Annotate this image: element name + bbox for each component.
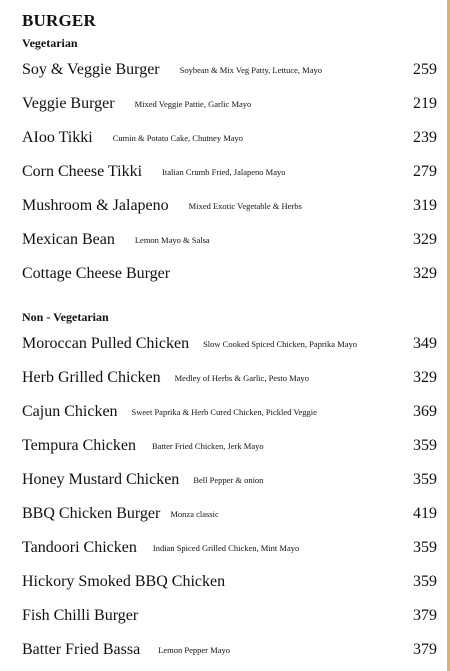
item-price: 359 [413, 573, 437, 590]
item-name: Batter Fried Bassa [22, 641, 141, 658]
menu-item [22, 402, 437, 426]
item-price: 239 [413, 129, 437, 146]
menu-item [22, 470, 437, 494]
item-price: 329 [413, 231, 437, 248]
menu-item [22, 368, 437, 392]
menu-item [22, 264, 437, 288]
menu-item [22, 436, 437, 460]
menu-item [22, 128, 437, 152]
item-description: Mixed Veggie Pattie, Garlic Mayo [134, 99, 252, 109]
item-description: Mixed Exotic Vegetable & Herbs [188, 201, 302, 211]
menu-item [22, 196, 437, 220]
item-name: Corn Cheese Tikki [22, 163, 143, 180]
item-name: AIoo Tikki [22, 129, 93, 146]
menu-item [22, 162, 437, 186]
item-name: Tempura Chicken [22, 437, 136, 454]
item-price: 359 [413, 539, 437, 556]
item-price: 319 [413, 197, 437, 214]
section-title-vegetarian: Vegetarian [22, 36, 78, 50]
item-name: BBQ Chicken Burger [22, 505, 161, 522]
item-name: Veggie Burger [22, 95, 115, 112]
item-name: Honey Mustard Chicken [22, 471, 180, 488]
item-price: 329 [413, 369, 437, 386]
menu-item [22, 230, 437, 254]
item-name: Mushroom & Jalapeno [22, 197, 169, 214]
item-description: Lemon Pepper Mayo [158, 645, 230, 655]
menu-item [22, 572, 437, 596]
item-description: Indian Spiced Grilled Chicken, Mint Mayo [152, 543, 300, 553]
menu-item [22, 504, 437, 528]
item-name: Cajun Chicken [22, 403, 118, 420]
item-price: 379 [413, 607, 437, 624]
section-title-non-vegetarian: Non - Vegetarian [22, 310, 109, 324]
item-description: Batter Fried Chicken, Jerk Mayo [151, 441, 264, 451]
item-description: Cumin & Potato Cake, Chutney Mayo [112, 133, 244, 143]
menu-item [22, 60, 437, 84]
item-description: Soybean & Mix Veg Patty, Lettuce, Mayo [179, 65, 322, 75]
item-price: 369 [413, 403, 437, 420]
item-name: Herb Grilled Chicken [22, 369, 161, 386]
item-description: Monza classic [170, 509, 219, 519]
item-description: Sweet Paprika & Herb Cured Chicken, Pickled Veggie [131, 407, 317, 417]
item-name: Soy & Veggie Burger [22, 61, 160, 78]
item-name: Cottage Cheese Burger [22, 265, 171, 282]
item-name: Fish Chilli Burger [22, 607, 139, 624]
item-price: 379 [413, 641, 437, 658]
item-price: 219 [413, 95, 437, 112]
item-price: 279 [413, 163, 437, 180]
item-name: Tandoori Chicken [22, 539, 137, 556]
item-description: Slow Cooked Spiced Chicken, Paprika Mayo [203, 339, 358, 349]
item-description: Italian Crumb Fried, Jalapeno Mayo [162, 167, 286, 177]
item-price: 359 [413, 437, 437, 454]
item-description: Medley of Herbs & Garlic, Pesto Mayo [174, 373, 309, 383]
item-price: 259 [413, 61, 437, 78]
item-description: Bell Pepper & onion [193, 475, 264, 485]
item-name: Moroccan Pulled Chicken [22, 335, 190, 352]
menu-item [22, 640, 437, 664]
menu-item [22, 606, 437, 630]
item-price: 419 [413, 505, 437, 522]
item-price: 349 [413, 335, 437, 352]
item-price: 329 [413, 265, 437, 282]
item-name: Hickory Smoked BBQ Chicken [22, 573, 226, 590]
menu-title: BURGER [22, 11, 96, 30]
menu-item [22, 538, 437, 562]
item-description: Lemon Mayo & Salsa [134, 235, 210, 245]
item-price: 359 [413, 471, 437, 488]
item-name: Mexican Bean [22, 231, 115, 248]
menu-item [22, 334, 437, 358]
menu-item [22, 94, 437, 118]
